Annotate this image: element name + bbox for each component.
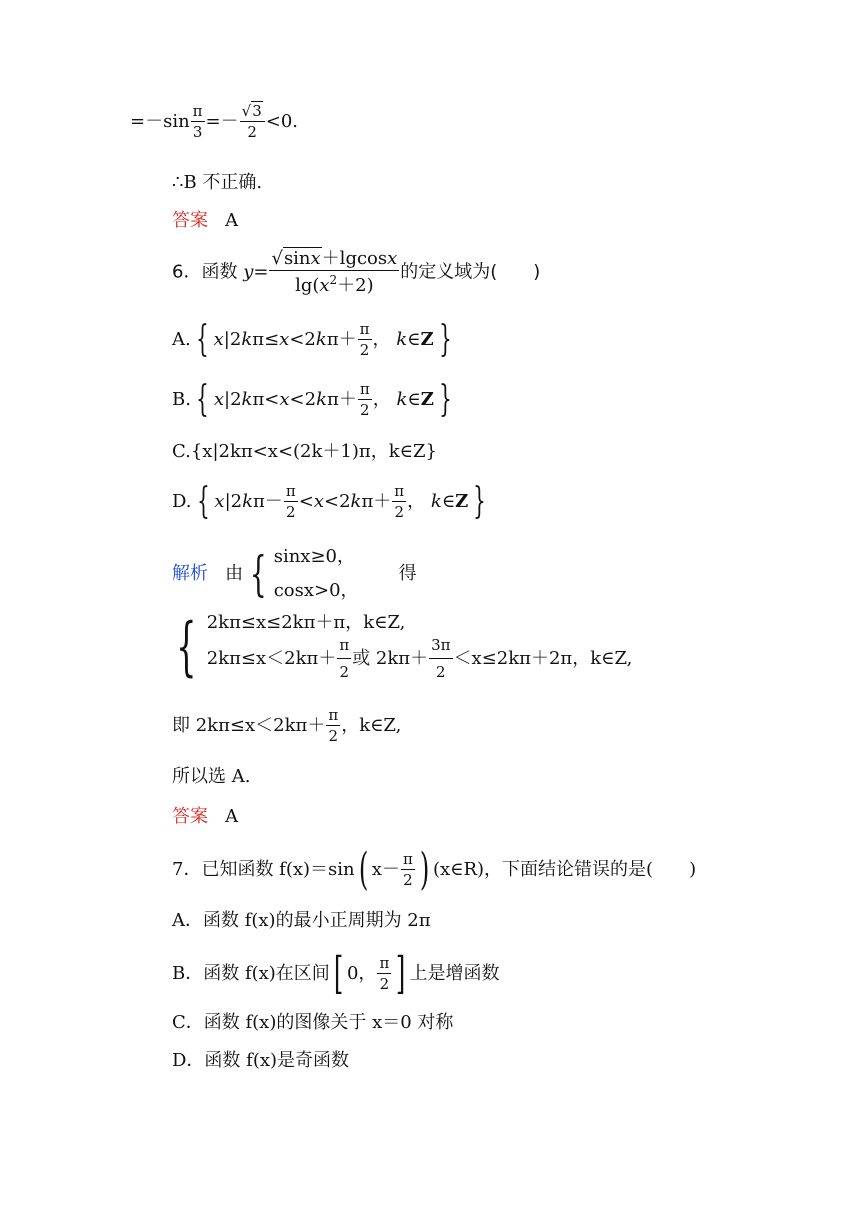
- var-x: x: [310, 248, 321, 269]
- brace-left: {: [196, 379, 209, 420]
- fraction: [240, 104, 265, 140]
- var-k: k: [430, 491, 442, 512]
- text: ，: [407, 491, 426, 512]
- q7-option-d: [172, 1052, 349, 1070]
- analysis-label: 解析: [172, 563, 208, 585]
- text: 0，: [346, 963, 377, 984]
- text: π<: [252, 389, 280, 410]
- text: ∈: [407, 329, 421, 350]
- text: B．函数 f(x)在区间: [172, 963, 330, 984]
- var-k: k: [241, 329, 253, 350]
- answer-value: A: [225, 806, 239, 827]
- q6-ie: [172, 708, 401, 744]
- case-system: [207, 610, 633, 683]
- text: lg(: [295, 275, 320, 296]
- option-label: B.: [172, 389, 191, 410]
- set-Z: Z: [455, 491, 469, 512]
- text: ∈: [407, 389, 421, 410]
- text: ，k∈Z,: [341, 715, 402, 736]
- text: <0.: [265, 111, 298, 132]
- text: 7．已知函数 f(x)＝sin: [172, 859, 355, 880]
- option-text: C．函数 f(x)的图像关于 x＝0 对称: [172, 1012, 454, 1033]
- option-label: C.: [172, 441, 191, 462]
- text: ＜x≤2kπ＋2π，k∈Z,: [453, 648, 633, 670]
- text: <: [298, 491, 314, 512]
- text: π－: [253, 491, 283, 512]
- brace-left: {: [195, 319, 209, 360]
- text: <2: [289, 389, 317, 410]
- text: |2: [224, 491, 243, 512]
- brace-right: }: [473, 481, 487, 522]
- q6-choose: [172, 768, 250, 786]
- q6-analysis: [172, 540, 417, 608]
- q6-stem: [172, 250, 540, 295]
- text: <2: [323, 491, 351, 512]
- fraction: [284, 484, 298, 520]
- numerator: π: [359, 380, 370, 398]
- text: 即 2kπ≤x＜2kπ＋: [172, 715, 326, 736]
- prev-result-line: [130, 104, 298, 140]
- var-x: x: [279, 389, 290, 410]
- answer-value: A: [225, 210, 239, 231]
- numerator: π: [337, 635, 351, 659]
- text: ∴B 不正确.: [172, 172, 263, 193]
- denominator: 2: [360, 401, 370, 419]
- text: =－sin: [130, 111, 190, 132]
- sqrt-content: 3: [252, 102, 262, 120]
- text: <2: [289, 329, 316, 350]
- text: 由: [225, 563, 244, 585]
- var-x: x: [279, 329, 290, 350]
- numerator: π: [328, 706, 339, 724]
- option-text: A．函数 f(x)的最小正周期为 2π: [172, 910, 431, 931]
- var-x: x: [387, 248, 398, 269]
- denominator: 2: [339, 663, 350, 682]
- text: 得: [398, 563, 417, 585]
- text: ∈: [441, 491, 456, 512]
- numerator: 3π: [429, 635, 452, 659]
- text: 2kπ≤x＜2kπ＋: [206, 648, 337, 670]
- fraction: [326, 708, 340, 744]
- denominator: 2: [247, 123, 257, 141]
- denominator: 2: [403, 871, 413, 889]
- text: π＋: [326, 329, 357, 350]
- fraction: [269, 250, 399, 295]
- condition-system: [274, 540, 359, 608]
- fraction: [377, 956, 391, 992]
- text: sin: [283, 248, 311, 269]
- numerator: π: [402, 850, 413, 868]
- var-x: x: [313, 491, 324, 512]
- brace-right: }: [438, 319, 452, 360]
- case-2: [207, 635, 633, 683]
- bracket-left: [: [333, 948, 344, 999]
- q6-option-a: [172, 319, 457, 360]
- q6-answer: [172, 808, 238, 826]
- q6-option-b: [172, 379, 457, 420]
- text: |2: [224, 389, 242, 410]
- denominator: 2: [286, 503, 296, 521]
- text: π＋: [327, 389, 357, 410]
- numerator: π: [359, 320, 370, 338]
- numerator: π: [192, 102, 203, 120]
- text: 或 2kπ＋: [352, 648, 429, 670]
- numerator: π: [379, 954, 390, 972]
- text: ＋2): [337, 275, 374, 296]
- option-label: D.: [172, 491, 192, 512]
- var-k: k: [316, 389, 328, 410]
- numerator: √sinx＋lgcosx: [271, 248, 398, 269]
- var-x: x: [319, 275, 330, 296]
- text: |2: [223, 329, 242, 350]
- fraction: [401, 852, 415, 888]
- set-Z: Z: [420, 329, 434, 350]
- var-k: k: [396, 329, 408, 350]
- denominator: 2: [379, 975, 390, 993]
- fraction: [358, 322, 372, 358]
- case-1: 2kπ≤x≤2kπ＋π，k∈Z,: [206, 612, 406, 633]
- q6-option-d: [172, 481, 491, 522]
- var-x: x: [213, 329, 224, 350]
- question-number: 6．函数: [172, 261, 244, 283]
- q6-cases: [166, 610, 632, 683]
- answer-label: 答案: [172, 210, 208, 231]
- set-Z: Z: [420, 389, 434, 410]
- answer-label: 答案: [172, 806, 208, 827]
- q7-option-c: [172, 1014, 453, 1032]
- bracket-right: ]: [396, 948, 406, 999]
- denominator: 2: [436, 663, 446, 682]
- sqrt-content: [283, 247, 322, 269]
- denominator: 2: [359, 341, 370, 359]
- text: =: [253, 261, 269, 283]
- var-x: x: [213, 389, 225, 410]
- fraction: [429, 635, 452, 683]
- var-k: k: [396, 389, 408, 410]
- text: x－: [371, 859, 400, 880]
- text: (x∈R)，下面结论错误的是( ): [432, 859, 697, 880]
- text: 所以选 A.: [172, 766, 251, 787]
- denominator: 2: [394, 503, 404, 521]
- text: 上是增函数: [409, 963, 500, 984]
- numerator: √3: [240, 104, 265, 122]
- text: π≤: [252, 329, 280, 350]
- denominator: [269, 271, 399, 295]
- denominator: 2: [328, 727, 339, 745]
- q7-option-b: [172, 948, 500, 999]
- text: π＋: [361, 491, 392, 512]
- numerator: π: [394, 482, 405, 500]
- denominator: 3: [192, 123, 203, 141]
- var-k: k: [241, 389, 253, 410]
- numerator: π: [285, 482, 296, 500]
- prev-answer: [172, 212, 238, 230]
- text: =－: [205, 111, 239, 132]
- var-k: k: [350, 491, 362, 512]
- var-y: y: [243, 261, 254, 283]
- option-text: D．函数 f(x)是奇函数: [172, 1050, 350, 1071]
- fraction: [191, 104, 205, 140]
- fraction: [392, 484, 406, 520]
- brace-left: {: [250, 546, 267, 603]
- var-x: x: [214, 491, 225, 512]
- exponent: 2: [329, 273, 338, 287]
- text: ，: [372, 329, 391, 350]
- condition-2: cosx>0，: [273, 580, 359, 602]
- var-k: k: [315, 329, 327, 350]
- q7-stem: [172, 844, 697, 895]
- prev-conclusion: [172, 174, 262, 192]
- brace-left: {: [176, 609, 197, 684]
- option-label: A.: [172, 329, 191, 350]
- paren-left: (: [358, 844, 368, 895]
- text: ，: [372, 389, 391, 410]
- brace-right: }: [438, 379, 452, 420]
- q7-option-a: [172, 912, 431, 930]
- var-k: k: [242, 491, 254, 512]
- fraction: [358, 382, 372, 418]
- fraction: [337, 635, 351, 683]
- condition-1: sinx≥0，: [273, 546, 355, 567]
- brace-left: {: [196, 481, 210, 522]
- paren-right: ): [419, 844, 430, 895]
- text: 的定义域为( ): [400, 261, 541, 283]
- text: ＋lgcos: [321, 248, 388, 269]
- option-text: {x|2kπ<x<(2k＋1)π，k∈Z}: [190, 441, 437, 462]
- q6-option-c: [172, 443, 437, 461]
